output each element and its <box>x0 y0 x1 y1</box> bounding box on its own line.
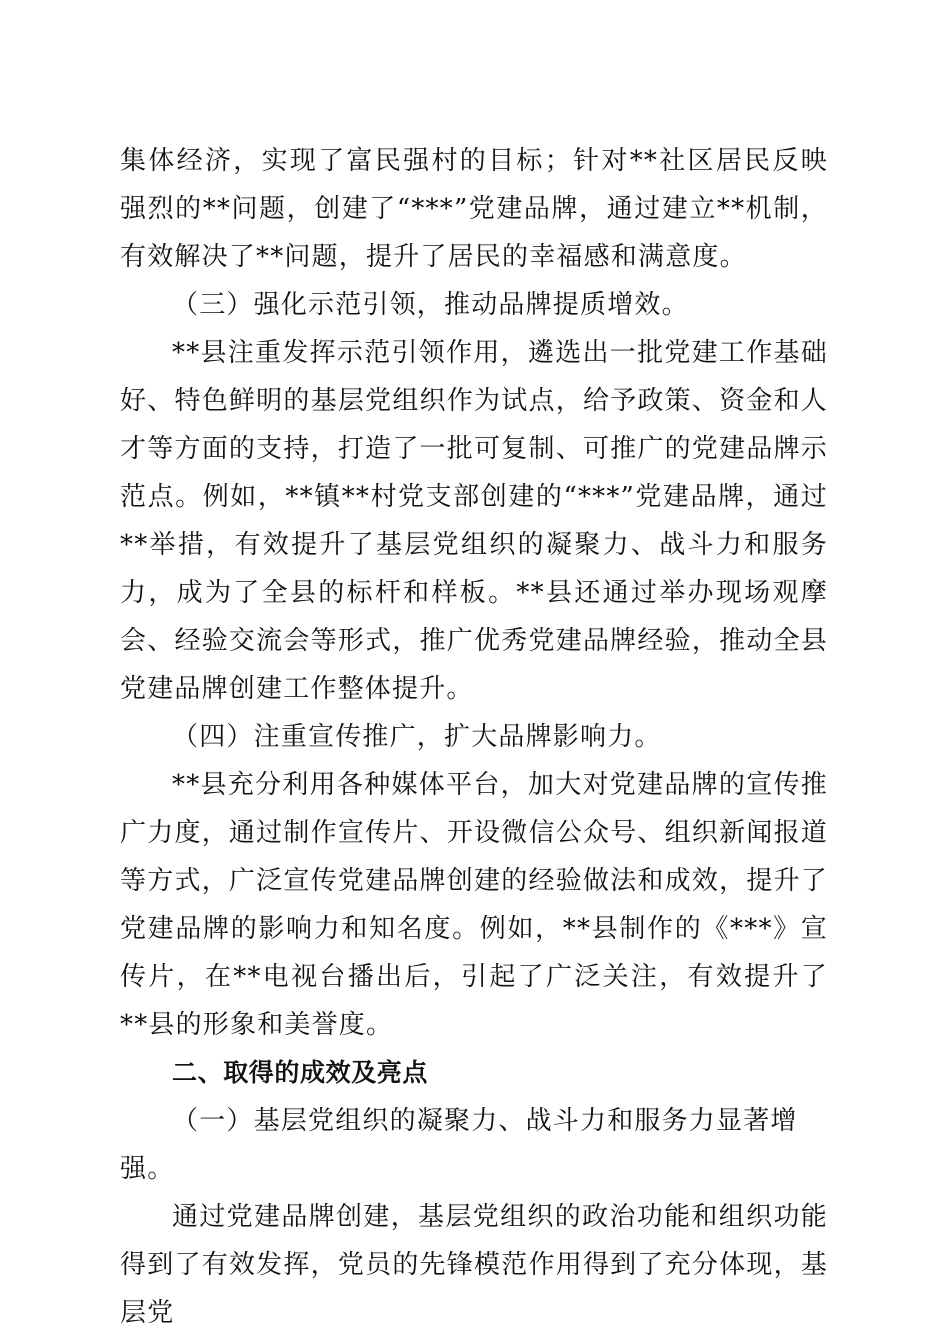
subheading-three: （三）强化示范引领，推动品牌提质增效。 <box>172 290 689 320</box>
paragraph-four: **县充分利用各种媒体平台，加大对党建品牌的宣传推广力度，通过制作宣传片、开设微信公众号、组织新闻报道等方式，广泛宣传党建品牌创建的经验做法和成效，提升了党建品牌的影响力和知名度。例如，**县制作的《***》宣传片，在**电视台播出后，引起了广泛关注，有效提升了**县的形象和美誉度。 <box>120 770 828 1040</box>
paragraph-intro-continued: 集体经济，实现了富民强村的目标；针对**社区居民反映强烈的**问题，创建了“***”党建品牌，通过建立**机制，有效解决了**问题，提升了居民的幸福感和满意度。 <box>120 146 828 272</box>
paragraph-three: **县注重发挥示范引领作用，遴选出一批党建工作基础好、特色鲜明的基层党组织作为试点，给予政策、资金和人才等方面的支持，打造了一批可复制、可推广的党建品牌示范点。例如，**镇**村党支部创建的“***”党建品牌，通过**举措，有效提升了基层党组织的凝聚力、战斗力和服务力，成为了全县的标杆和样板。**县还通过举办现场观摩会、经验交流会等形式，推广优秀党建品牌经验，推动全县党建品牌创建工作整体提升。 <box>120 338 828 704</box>
subheading-four: （四）注重宣传推广，扩大品牌影响力。 <box>172 722 662 752</box>
document-page <box>120 137 828 1337</box>
paragraph-one: 通过党建品牌创建，基层党组织的政治功能和组织功能得到了有效发挥，党员的先锋模范作用得到了充分体现，基层党 <box>120 1202 828 1328</box>
section-heading-two: 二、取得的成效及亮点 <box>172 1058 429 1087</box>
subheading-one: （一）基层党组织的凝聚力、战斗力和服务力显著增强。 <box>120 1106 798 1184</box>
